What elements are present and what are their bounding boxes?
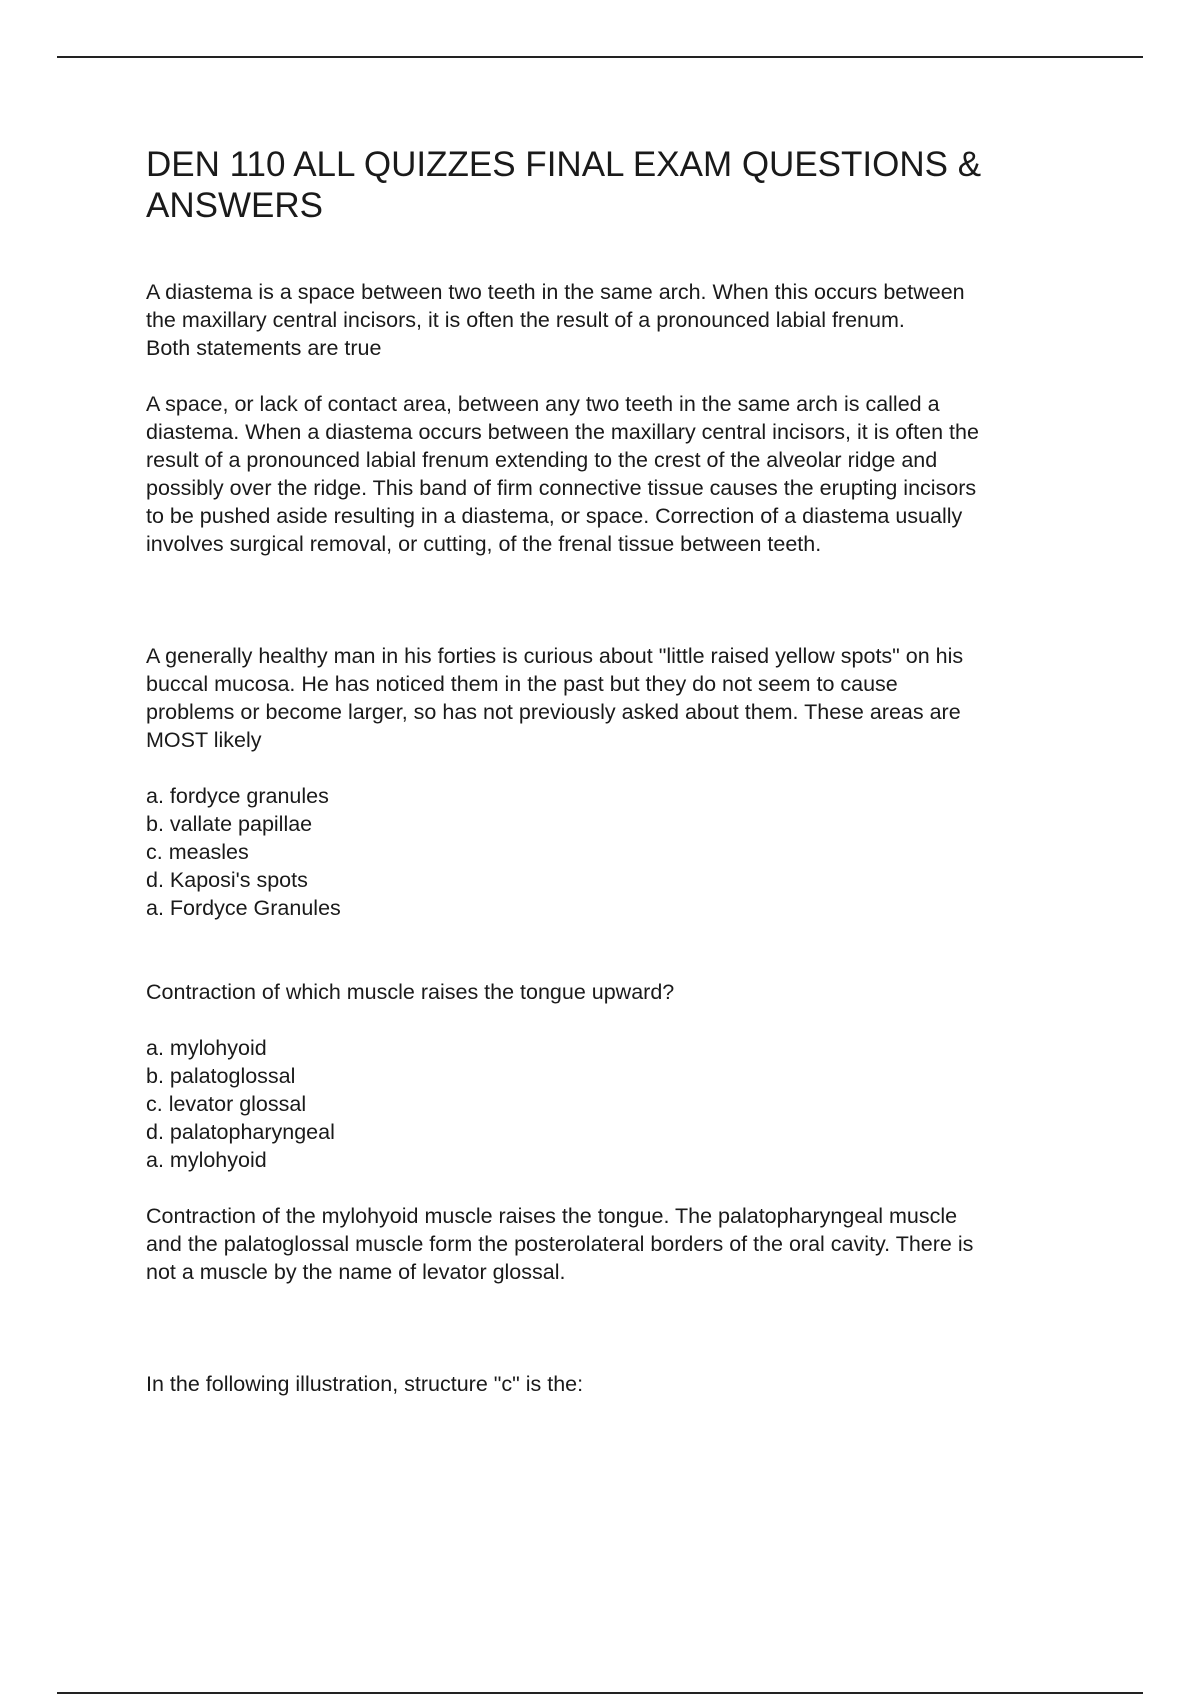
q4-question: In the following illustration, structure "c" is the:: [146, 1372, 584, 1396]
q3-option: a. mylohyoid: [146, 1036, 267, 1060]
q2-option: b. vallate papillae: [146, 812, 313, 836]
q2-answer: a. Fordyce Granules: [146, 896, 341, 920]
q2-option: c. measles: [146, 840, 249, 864]
q3-options: [146, 1034, 1086, 1174]
q2-option: d. Kaposi's spots: [146, 868, 308, 892]
q3-option: b. palatoglossal: [146, 1064, 296, 1088]
title-line: DEN 110 ALL QUIZZES FINAL EXAM QUESTIONS &: [146, 145, 982, 184]
document-body: [146, 144, 1086, 1398]
document-title: [146, 144, 1086, 226]
q2-option: a. fordyce granules: [146, 784, 329, 808]
q2-options: [146, 782, 1086, 922]
q1-answer: Both statements are true: [146, 336, 382, 360]
title-line: ANSWERS: [146, 186, 323, 225]
q3-explanation: Contraction of the mylohyoid muscle raises the tongue. The palatopharyngeal muscle and the palatoglossal muscle form the posterolateral borders of the oral cavity. There is not a muscle by the name of levator glossal.: [146, 1204, 974, 1284]
q3-option: d. palatopharyngeal: [146, 1120, 335, 1144]
header-rule: [57, 56, 1143, 58]
q3-question: Contraction of which muscle raises the tongue upward?: [146, 980, 675, 1004]
q3-option: c. levator glossal: [146, 1092, 307, 1116]
q1-question: A diastema is a space between two teeth in the same arch. When this occurs between the maxillary central incisors, it is often the result of a pronounced labial frenum. Both statements are true: [146, 278, 1086, 362]
footer-rule: [57, 1692, 1143, 1694]
q3-answer: a. mylohyoid: [146, 1148, 267, 1172]
q1-explanation: A space, or lack of contact area, between any two teeth in the same arch is called a diastema. When a diastema occurs between the maxillary central incisors, it is often the result of a pronounced labial frenum extending to the crest of the alveolar ridge and possibly over the ridge. This band of firm connective tissue causes the erupting incisors to be pushed aside resulting in a diastema, or space. Correction of a diastema usually involves surgical removal, or cutting, of the frenal tissue between teeth.: [146, 392, 979, 556]
q2-question: A generally healthy man in his forties is curious about "little raised yellow spots" on his buccal mucosa. He has noticed them in the past but they do not seem to cause problems or become larger, so has not previously asked about them. These areas are MOST likely: [146, 644, 964, 752]
